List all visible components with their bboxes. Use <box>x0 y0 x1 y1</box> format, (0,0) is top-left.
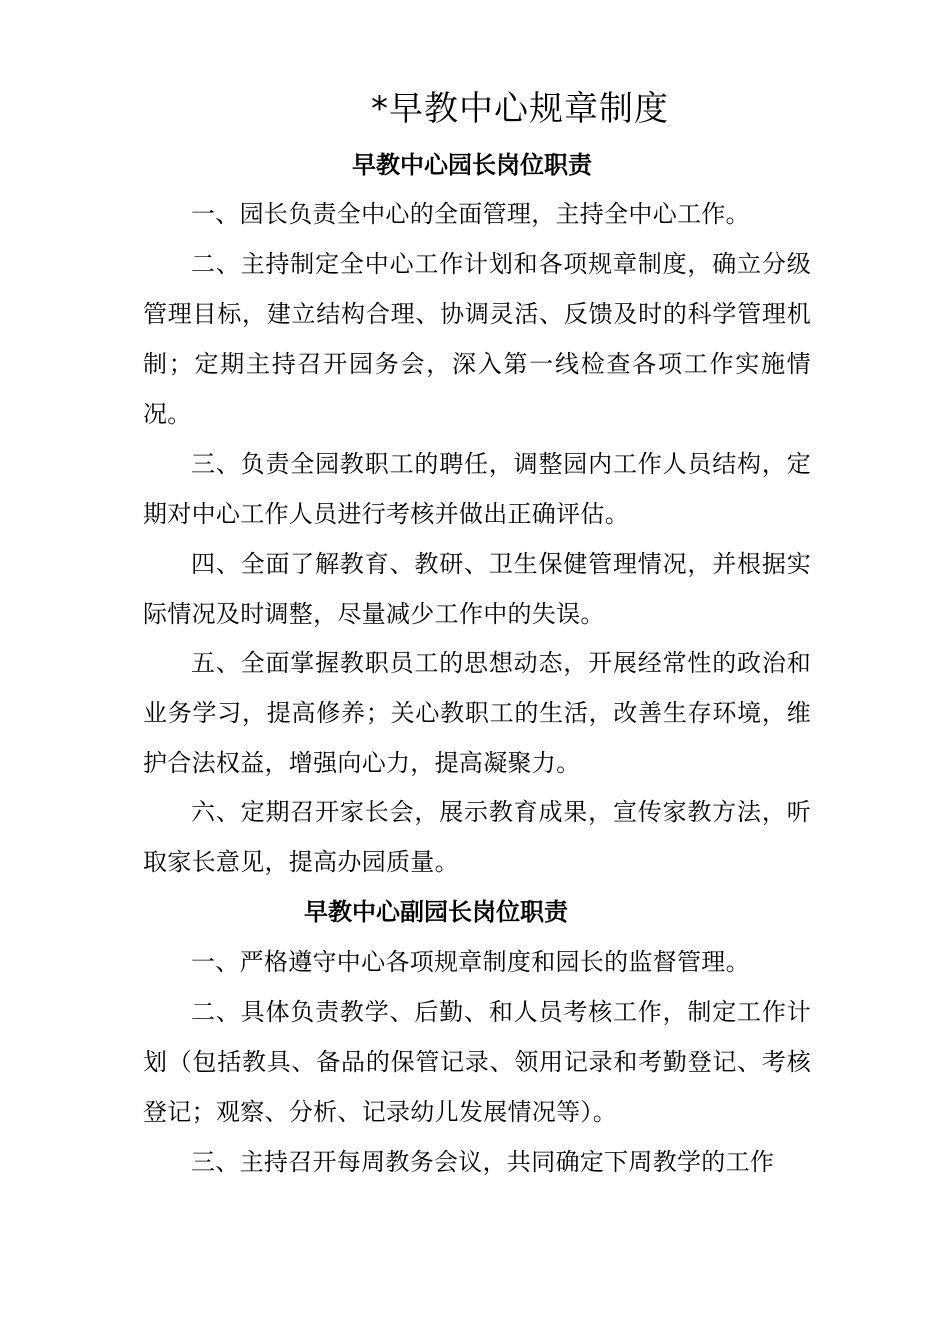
paragraph: 三、负责全园教职工的聘任，调整园内工作人员结构，定期对中心工作人员进行考核并做出正确评估。 <box>143 450 811 528</box>
paragraph: 一、严格遵守中心各项规章制度和园长的监督管理。 <box>191 948 750 976</box>
paragraph: 六、定期召开家长会，展示教育成果，宣传家教方法，听取家长意见，提高办园质量。 <box>143 798 811 876</box>
paragraph: 二、具体负责教学、后勤、和人员考核工作，制定工作计划（包括教具、备品的保管记录、领用记录和考勤登记、考核登记；观察、分析、记录幼儿发展情况等）。 <box>143 998 811 1126</box>
paragraph: 一、园长负责全中心的全面管理，主持全中心工作。 <box>191 200 750 228</box>
paragraph: 二、主持制定全中心工作计划和各项规章制度，确立分级管理目标，建立结构合理、协调灵活、反馈及时的科学管理机制；定期主持召开园务会，深入第一线检查各项工作实施情况。 <box>143 250 811 428</box>
section-heading-director: 早教中心园长岗位职责 <box>352 151 592 179</box>
paragraph: 四、全面了解教育、教研、卫生保健管理情况，并根据实际情况及时调整，尽量减少工作中的失误。 <box>143 550 811 628</box>
paragraph: 五、全面掌握教职员工的思想动态，开展经常性的政治和业务学习，提高修养；关心教职工的生活，改善生存环境，维护合法权益，增强向心力，提高凝聚力。 <box>143 649 811 777</box>
document-title: *早教中心规章制度 <box>371 89 669 129</box>
paragraph: 三、主持召开每周教务会议，共同确定下周教学的工作 <box>191 1148 775 1176</box>
section-heading-vice-director: 早教中心副园长岗位职责 <box>304 898 568 926</box>
